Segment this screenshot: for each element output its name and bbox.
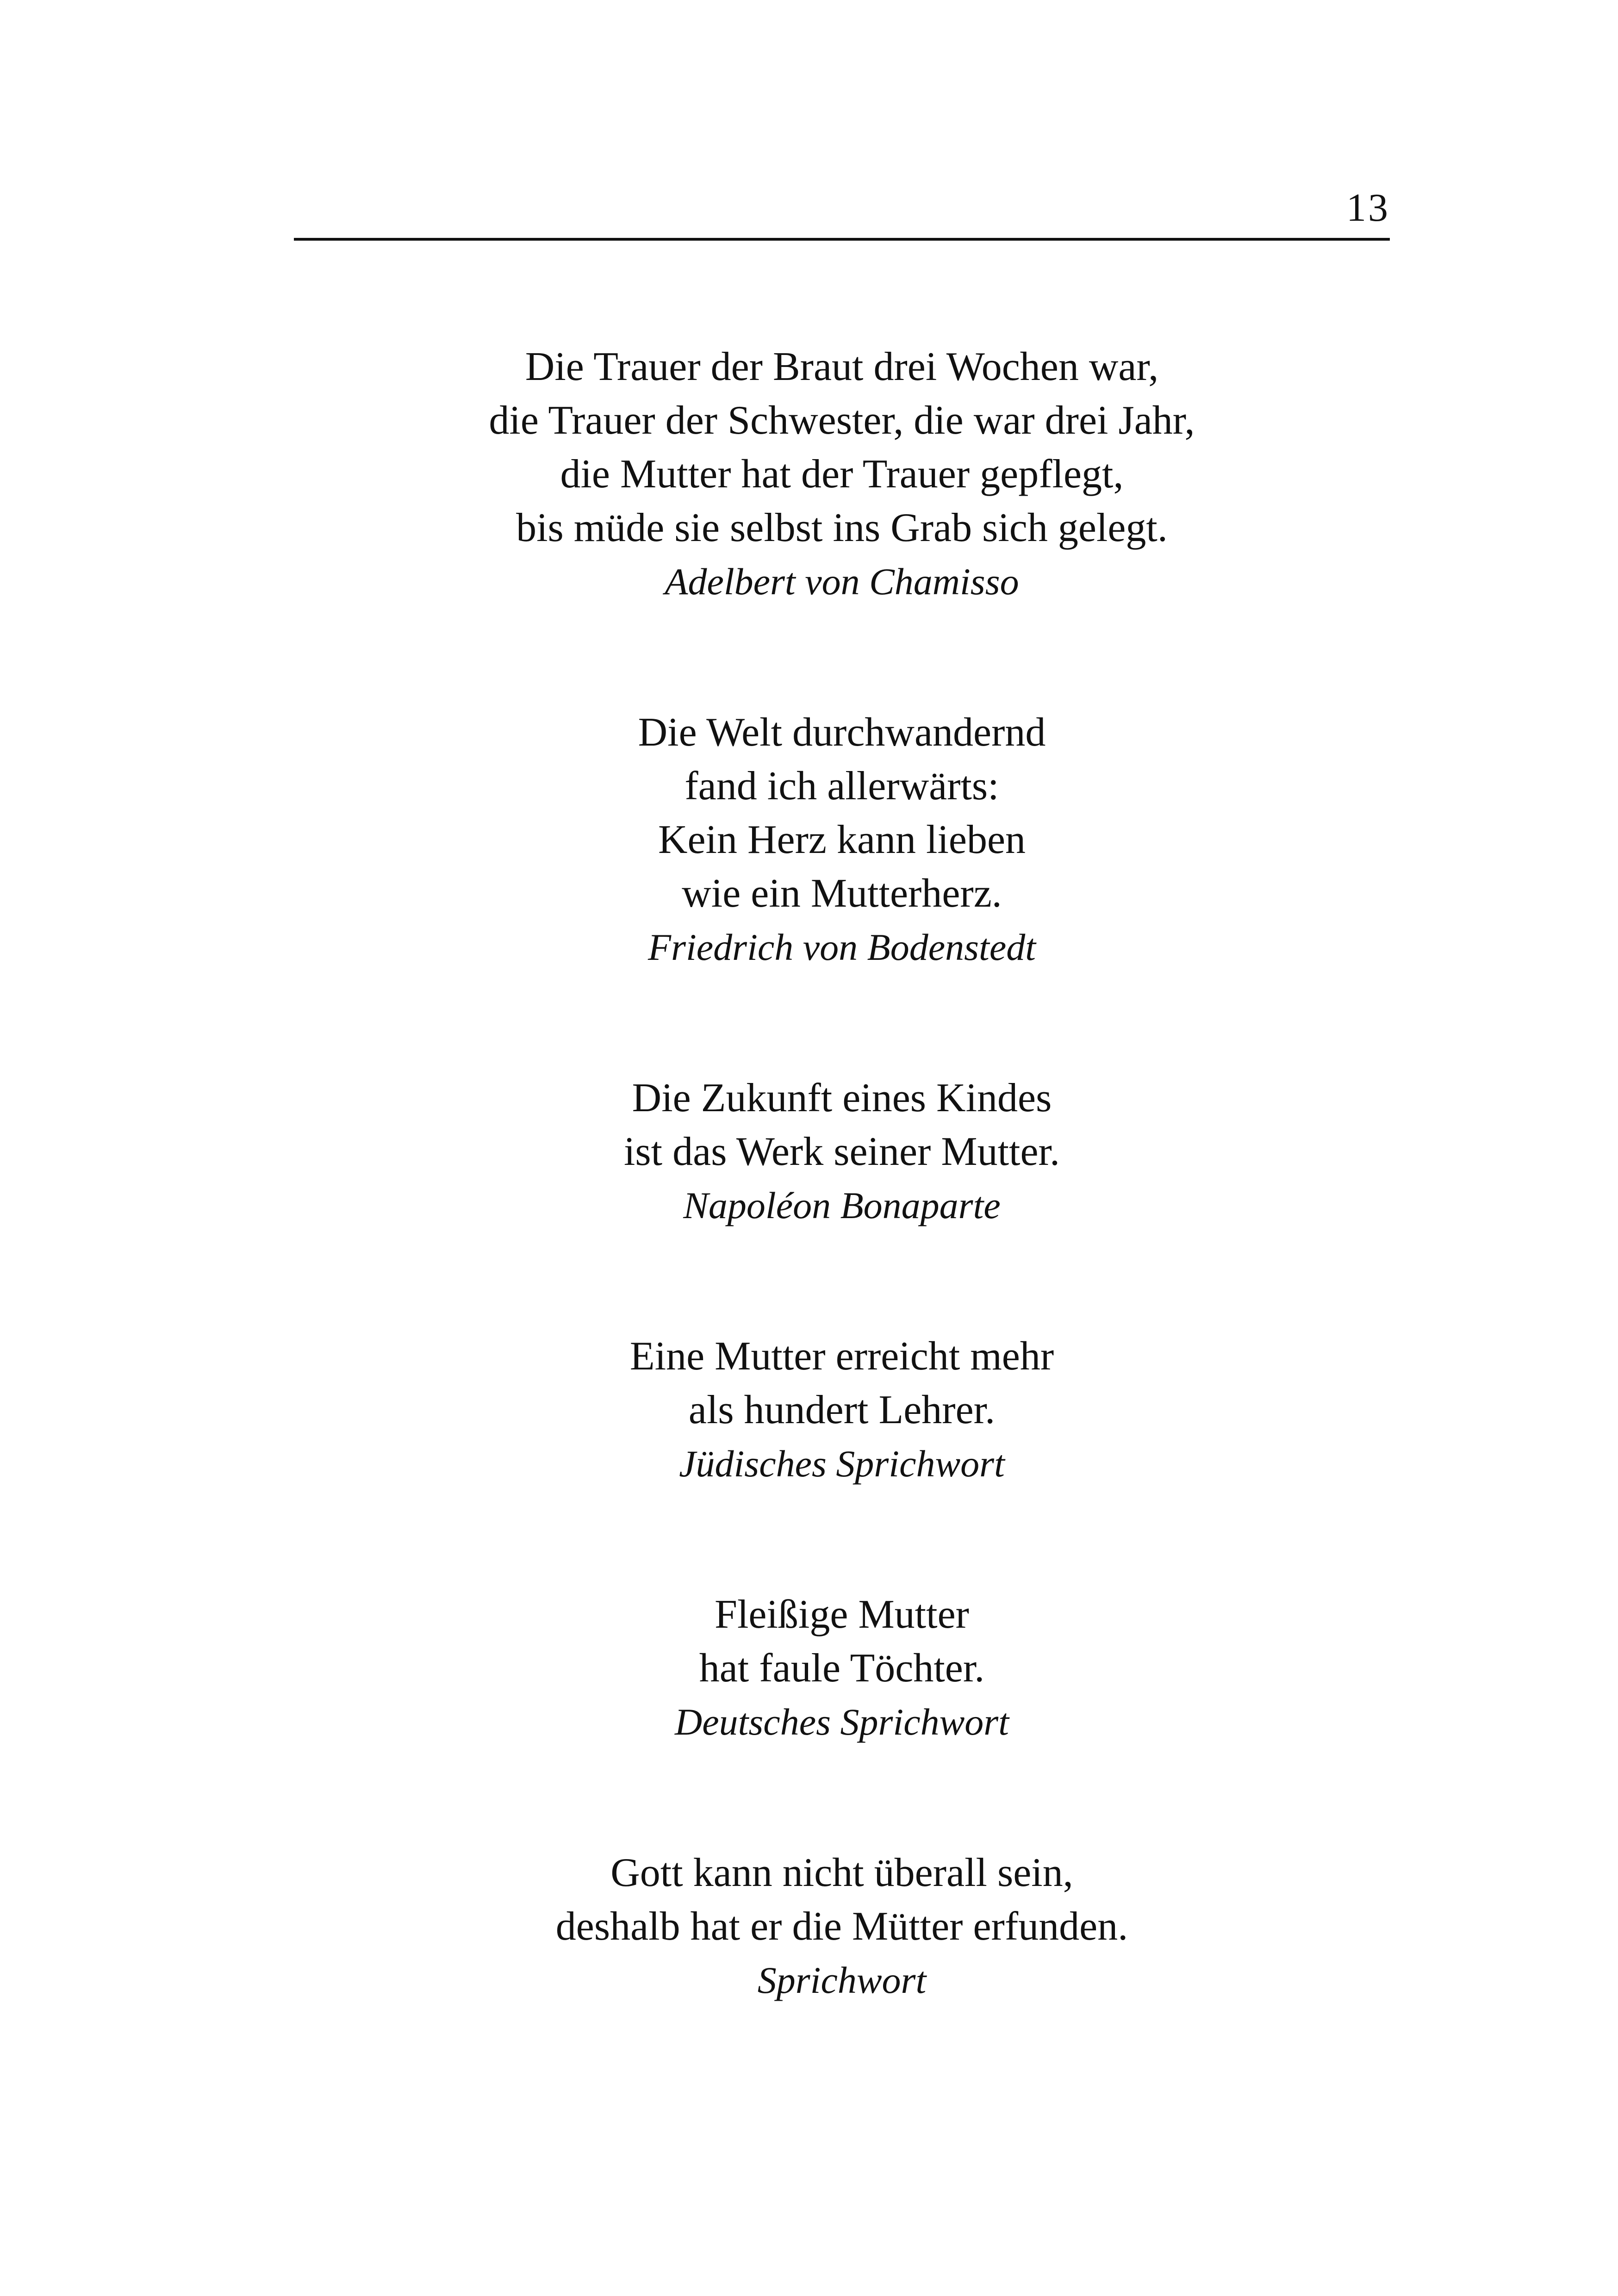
quote-line: hat faule Töchter. <box>699 1646 985 1691</box>
quote-list <box>294 340 1390 2007</box>
quote-author: Jüdisches Sprichwort <box>679 1443 1005 1485</box>
page-header <box>294 171 1390 241</box>
quote-line: wie ein Mutterherz. <box>682 871 1002 916</box>
quote-line: Gott kann nicht überall sein, <box>610 1850 1073 1895</box>
quote-bonaparte <box>294 1071 1390 1232</box>
page-number: 13 <box>1346 185 1390 230</box>
quote-line: als hundert Lehrer. <box>688 1388 996 1432</box>
quote-line: ist das Werk seiner Mutter. <box>623 1129 1060 1174</box>
quote-juedisches-sprichwort <box>294 1330 1390 1491</box>
quote-chamisso <box>294 340 1390 609</box>
quote-line: Kein Herz kann lieben <box>658 817 1026 862</box>
quote-line: deshalb hat er die Mütter erfunden. <box>555 1904 1128 1949</box>
quote-author: Friedrich von Bodenstedt <box>647 926 1036 968</box>
quote-line: Die Welt durchwandernd <box>638 710 1046 755</box>
header-rule <box>294 238 1390 241</box>
quote-line: Die Trauer der Braut drei Wochen war, <box>525 344 1159 389</box>
quote-author: Napoléon Bonaparte <box>683 1184 1001 1226</box>
quote-line: Eine Mutter erreicht mehr <box>629 1334 1054 1379</box>
quote-author: Adelbert von Chamisso <box>665 560 1019 603</box>
quote-line: Fleißige Mutter <box>715 1592 969 1637</box>
quote-bodenstedt <box>294 706 1390 974</box>
quote-author: Deutsches Sprichwort <box>675 1701 1009 1743</box>
quote-line: fand ich allerwärts: <box>685 764 999 809</box>
quote-line: Die Zukunft eines Kindes <box>632 1076 1052 1120</box>
quote-deutsches-sprichwort <box>294 1588 1390 1749</box>
quote-author: Sprichwort <box>757 1959 927 2001</box>
quote-line: die Trauer der Schwester, die war drei Jahr, <box>489 398 1195 443</box>
quote-sprichwort <box>294 1846 1390 2007</box>
quote-line: bis müde sie selbst ins Grab sich gelegt. <box>516 505 1168 550</box>
quote-line: die Mutter hat der Trauer gepflegt, <box>560 452 1124 497</box>
